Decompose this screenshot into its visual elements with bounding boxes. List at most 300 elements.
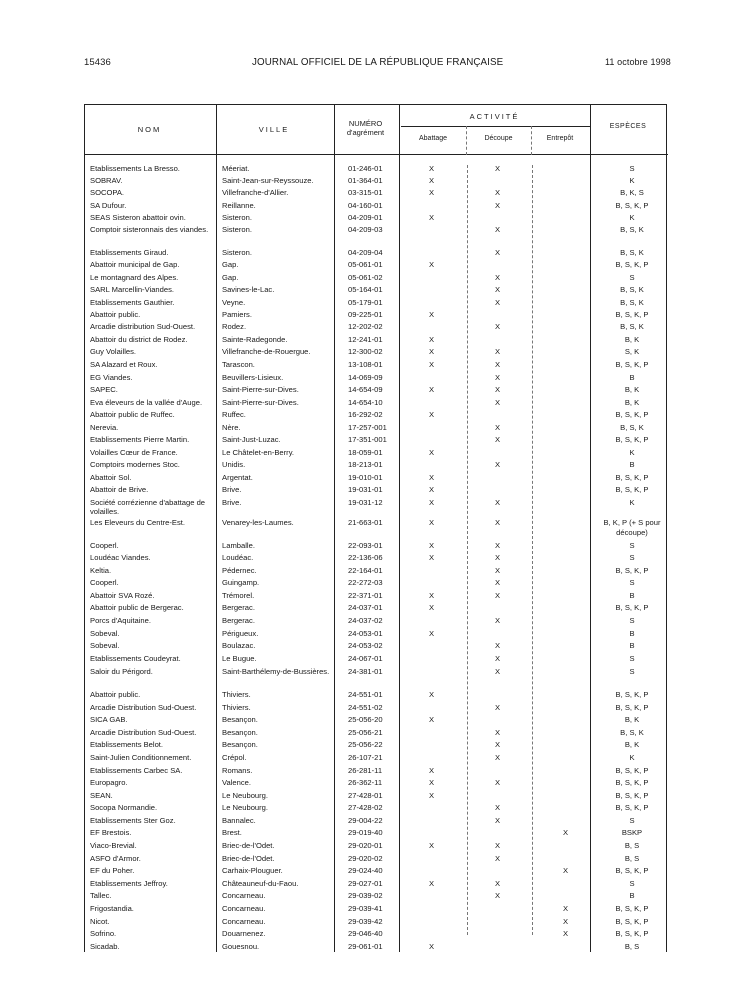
establishment-name: Europagro. bbox=[90, 778, 128, 787]
approval-number: 26-362-11 bbox=[348, 778, 383, 787]
city: Besançon. bbox=[222, 715, 258, 724]
city: Rodez. bbox=[222, 322, 247, 331]
entrepot-mark: X bbox=[563, 917, 569, 926]
abattage-mark: X bbox=[429, 778, 435, 787]
header-abattage: Abattage bbox=[418, 135, 448, 142]
approval-number: 19-031-01 bbox=[348, 485, 383, 494]
establishment-name: Etablissements Pierre Martin. bbox=[90, 435, 190, 444]
species: S bbox=[629, 816, 635, 825]
header-activite: ACTIVITÉ bbox=[469, 112, 520, 121]
decoupe-mark: X bbox=[495, 566, 501, 575]
decoupe-mark: X bbox=[495, 273, 501, 282]
approval-number: 27-428-01 bbox=[348, 791, 383, 800]
approval-number: 14-069-09 bbox=[348, 373, 383, 382]
table-row bbox=[0, 188, 731, 201]
abattage-mark: X bbox=[429, 715, 435, 724]
city: Concarneau. bbox=[222, 917, 266, 926]
species: B bbox=[629, 641, 635, 650]
header-numero-line1: NUMÉRO bbox=[348, 119, 383, 128]
approval-number: 29-027-01 bbox=[348, 879, 383, 888]
decoupe-mark: X bbox=[495, 578, 501, 587]
species: B, S, K bbox=[620, 248, 644, 257]
approval-number: 29-046-40 bbox=[348, 929, 383, 938]
establishment-name: Société corrézienne d'abattage de volailles. bbox=[90, 498, 206, 516]
establishment-name: Saloir du Périgord. bbox=[90, 667, 153, 676]
establishment-name: SOBRAV. bbox=[90, 176, 123, 185]
city: Valence. bbox=[222, 778, 251, 787]
establishment-name: Eva éleveurs de la vallée d'Auge. bbox=[90, 398, 203, 407]
header-numero-line2: d'agrément bbox=[346, 127, 385, 137]
approval-number: 18-213-01 bbox=[348, 460, 383, 469]
decoupe-mark: X bbox=[495, 816, 501, 825]
publication-date: 11 octobre 1998 bbox=[605, 57, 671, 67]
abattage-mark: X bbox=[429, 791, 435, 800]
approval-number: 29-019-40 bbox=[348, 828, 383, 837]
establishment-name: Cooperl. bbox=[90, 578, 119, 587]
city: Le Neubourg. bbox=[222, 791, 269, 800]
species: B, S, K bbox=[620, 423, 644, 432]
table-row bbox=[0, 803, 731, 816]
decoupe-mark: X bbox=[495, 164, 501, 173]
approval-number: 22-093-01 bbox=[348, 541, 383, 550]
city: Sainte-Radegonde. bbox=[222, 335, 288, 344]
establishment-name: Abattoir municipal de Gap. bbox=[90, 260, 180, 269]
abattage-mark: X bbox=[429, 541, 435, 550]
approval-number: 14-654-09 bbox=[348, 385, 383, 394]
establishment-name: Comptoir sisteronnais des viandes. bbox=[90, 225, 209, 234]
species: B, S bbox=[624, 841, 640, 850]
establishment-name: Sofrino. bbox=[90, 929, 117, 938]
decoupe-mark: X bbox=[495, 703, 501, 712]
establishment-name: Viaco-Brevial. bbox=[90, 841, 137, 850]
city: Villefranche-de-Rouergue. bbox=[222, 347, 311, 356]
city: Crépol. bbox=[222, 753, 247, 762]
approval-number: 26-281-11 bbox=[348, 766, 383, 775]
city: Carhaix-Plouguer. bbox=[222, 866, 283, 875]
decoupe-mark: X bbox=[495, 188, 501, 197]
table-row bbox=[0, 347, 731, 360]
abattage-mark: X bbox=[429, 766, 435, 775]
approval-number: 01-246-01 bbox=[348, 164, 383, 173]
approval-number: 22-272-03 bbox=[348, 578, 383, 587]
species: B, S, K bbox=[620, 225, 644, 234]
decoupe-mark: X bbox=[495, 435, 501, 444]
table-row bbox=[0, 410, 731, 423]
table-row bbox=[0, 285, 731, 298]
species: B, S, K, P bbox=[615, 904, 649, 913]
table-row bbox=[0, 654, 731, 667]
decoupe-mark: X bbox=[495, 518, 501, 527]
table-row bbox=[0, 904, 731, 917]
species: S bbox=[629, 164, 635, 173]
abattage-mark: X bbox=[429, 629, 435, 638]
city: Sisteron. bbox=[222, 248, 252, 257]
city: Loudéac. bbox=[222, 553, 254, 562]
abattage-mark: X bbox=[429, 188, 435, 197]
table-row bbox=[0, 740, 731, 753]
establishment-name: Guy Volailles. bbox=[90, 347, 137, 356]
species: S bbox=[629, 654, 635, 663]
establishment-name: Nicot. bbox=[90, 917, 110, 926]
establishment-name: Etablissements Belot. bbox=[90, 740, 164, 749]
establishment-name: EF du Poher. bbox=[90, 866, 135, 875]
establishment-name: Loudéac Viandes. bbox=[90, 553, 151, 562]
approval-number: 29-039-41 bbox=[348, 904, 383, 913]
species: B, S, K, P bbox=[615, 766, 649, 775]
entrepot-mark: X bbox=[563, 904, 569, 913]
city: Le Neubourg. bbox=[222, 803, 269, 812]
approval-number: 29-020-02 bbox=[348, 854, 383, 863]
decoupe-mark: X bbox=[495, 360, 501, 369]
decoupe-mark: X bbox=[495, 285, 501, 294]
establishment-name: SEAS Sisteron abattoir ovin. bbox=[90, 213, 186, 222]
establishment-name: Porcs d'Aquitaine. bbox=[90, 616, 151, 625]
decoupe-mark: X bbox=[495, 803, 501, 812]
establishment-name: Abattoir public. bbox=[90, 310, 141, 319]
decoupe-mark: X bbox=[495, 616, 501, 625]
approval-number: 04-160-01 bbox=[348, 201, 383, 210]
city: Savines-le-Lac. bbox=[222, 285, 275, 294]
decoupe-mark: X bbox=[495, 641, 501, 650]
table-row bbox=[0, 578, 731, 591]
city: Pédernec. bbox=[222, 566, 257, 575]
approval-number: 05-179-01 bbox=[348, 298, 383, 307]
approval-number: 16-292-02 bbox=[348, 410, 383, 419]
table-row bbox=[0, 841, 731, 854]
header-decoupe: Découpe bbox=[484, 135, 513, 142]
approval-number: 29-024-40 bbox=[348, 866, 383, 875]
establishment-name: Sobeval. bbox=[90, 629, 120, 638]
decoupe-mark: X bbox=[495, 373, 501, 382]
header-entrepot: Entrepôt bbox=[546, 135, 574, 142]
city: Villefranche-d'Allier. bbox=[222, 188, 289, 197]
page-number: 15436 bbox=[84, 57, 111, 68]
establishment-name: Etablissements Carbec SA. bbox=[90, 766, 183, 775]
establishment-name: Sobeval. bbox=[90, 641, 120, 650]
species: K bbox=[629, 213, 635, 222]
species: S bbox=[629, 541, 635, 550]
approval-number: 24-381-01 bbox=[348, 667, 383, 676]
establishment-name: EG Viandes. bbox=[90, 373, 133, 382]
city: Ruffec. bbox=[222, 410, 246, 419]
species: B, S, K, P bbox=[615, 473, 649, 482]
entrepot-mark: X bbox=[563, 828, 569, 837]
decoupe-mark: X bbox=[495, 553, 501, 562]
city: Concarneau. bbox=[222, 891, 266, 900]
table-row bbox=[0, 498, 731, 516]
species: B, S, K, P bbox=[615, 778, 649, 787]
species: S bbox=[629, 553, 635, 562]
establishment-name: SOCOPA. bbox=[90, 188, 125, 197]
approval-number: 04-209-03 bbox=[348, 225, 383, 234]
abattage-mark: X bbox=[429, 347, 435, 356]
decoupe-mark: X bbox=[495, 728, 501, 737]
table-row bbox=[0, 460, 731, 473]
species: B, S, K bbox=[620, 322, 644, 331]
species: S bbox=[629, 667, 635, 676]
city: Concarneau. bbox=[222, 904, 266, 913]
city: Briec-de-l'Odet. bbox=[222, 841, 275, 850]
abattage-mark: X bbox=[429, 448, 435, 457]
species: K bbox=[629, 753, 635, 762]
species: B, S, K, P bbox=[615, 690, 649, 699]
species: B, K bbox=[624, 385, 640, 394]
city: Guingamp. bbox=[222, 578, 260, 587]
approval-number: 24-053-01 bbox=[348, 629, 383, 638]
approval-number: 05-061-02 bbox=[348, 273, 383, 282]
approval-number: 09-225-01 bbox=[348, 310, 383, 319]
header-ville: VILLE bbox=[258, 125, 290, 134]
approval-number: 22-136-06 bbox=[348, 553, 383, 562]
city: Besançon. bbox=[222, 728, 258, 737]
species: B, S bbox=[624, 942, 640, 951]
establishment-name: Comptoirs modernes Stoc. bbox=[90, 460, 180, 469]
approval-number: 04-209-01 bbox=[348, 213, 383, 222]
establishment-name: Saint-Julien Conditionnement. bbox=[90, 753, 192, 762]
establishment-name: Etablissements La Bresso. bbox=[90, 164, 180, 173]
decoupe-mark: X bbox=[495, 753, 501, 762]
city: Thiviers. bbox=[222, 690, 251, 699]
species: S bbox=[629, 616, 635, 625]
establishment-name: Les Eleveurs du Centre-Est. bbox=[90, 518, 185, 527]
abattage-mark: X bbox=[429, 498, 435, 507]
species: B bbox=[629, 629, 635, 638]
establishment-name: Arcadie distribution Sud-Ouest. bbox=[90, 322, 196, 331]
abattage-mark: X bbox=[429, 360, 435, 369]
city: Saint-Pierre-sur-Dives. bbox=[222, 398, 299, 407]
species: B, K bbox=[624, 740, 640, 749]
decoupe-mark: X bbox=[495, 322, 501, 331]
decoupe-mark: X bbox=[495, 347, 501, 356]
decoupe-mark: X bbox=[495, 667, 501, 676]
establishment-name: SICA GAB. bbox=[90, 715, 128, 724]
city: Gap. bbox=[222, 273, 239, 282]
decoupe-mark: X bbox=[495, 854, 501, 863]
approval-number: 04-209-04 bbox=[348, 248, 383, 257]
approval-number: 17-257-001 bbox=[348, 423, 387, 432]
city: Brive. bbox=[222, 498, 242, 507]
approval-number: 26-107-21 bbox=[348, 753, 383, 762]
city: Unidis. bbox=[222, 460, 246, 469]
table-row bbox=[0, 866, 731, 879]
table-row bbox=[0, 260, 731, 273]
entrepot-mark: X bbox=[563, 929, 569, 938]
abattage-mark: X bbox=[429, 335, 435, 344]
table-row bbox=[0, 641, 731, 654]
city: Romans. bbox=[222, 766, 253, 775]
approval-number: 29-020-01 bbox=[348, 841, 383, 850]
decoupe-mark: X bbox=[495, 841, 501, 850]
city: Châteauneuf-du-Faou. bbox=[222, 879, 299, 888]
species: B, S, K, P bbox=[615, 485, 649, 494]
approval-number: 24-551-01 bbox=[348, 690, 383, 699]
approval-number: 25-056-22 bbox=[348, 740, 383, 749]
table-row bbox=[0, 322, 731, 335]
abattage-mark: X bbox=[429, 176, 435, 185]
establishment-name: Abattoir du district de Rodez. bbox=[90, 335, 188, 344]
establishment-name: Tallec. bbox=[90, 891, 112, 900]
approval-number: 24-037-01 bbox=[348, 603, 383, 612]
approval-number: 22-164-01 bbox=[348, 566, 383, 575]
establishment-name: Frigostandia. bbox=[90, 904, 134, 913]
city: Saint-Pierre-sur-Dives. bbox=[222, 385, 299, 394]
city: Gouesnou. bbox=[222, 942, 260, 951]
establishment-name: Etablissements Ster Goz. bbox=[90, 816, 176, 825]
species: B bbox=[629, 891, 635, 900]
approval-number: 03-315-01 bbox=[348, 188, 383, 197]
decoupe-mark: X bbox=[495, 460, 501, 469]
species: B, S, K, P bbox=[615, 310, 649, 319]
establishment-name: Etablissements Giraud. bbox=[90, 248, 169, 257]
approval-number: 01-364-01 bbox=[348, 176, 383, 185]
city: Bergerac. bbox=[222, 603, 255, 612]
establishment-name: SA Dufour. bbox=[90, 201, 127, 210]
city: Thiviers. bbox=[222, 703, 251, 712]
table-row bbox=[0, 828, 731, 841]
approval-number: 12-202-02 bbox=[348, 322, 383, 331]
species: S bbox=[629, 578, 635, 587]
approval-number: 29-061-01 bbox=[348, 942, 383, 951]
decoupe-mark: X bbox=[495, 740, 501, 749]
establishment-name: SA Alazard et Roux. bbox=[90, 360, 158, 369]
city: Bannalec. bbox=[222, 816, 256, 825]
establishment-name: SAPEC. bbox=[90, 385, 118, 394]
entrepot-mark: X bbox=[563, 866, 569, 875]
establishment-name: SARL Marcellin-Viandes. bbox=[90, 285, 174, 294]
approval-number: 12-241-01 bbox=[348, 335, 383, 344]
species: S, K bbox=[624, 347, 640, 356]
abattage-mark: X bbox=[429, 879, 435, 888]
establishment-name: Abattoir Sol. bbox=[90, 473, 132, 482]
approval-number: 25-056-20 bbox=[348, 715, 383, 724]
approval-number: 18-059-01 bbox=[348, 448, 383, 457]
approval-number: 24-053-02 bbox=[348, 641, 383, 650]
species: K bbox=[629, 448, 635, 457]
establishment-name: Socopa Normandie. bbox=[90, 803, 158, 812]
city: Bergerac. bbox=[222, 616, 255, 625]
establishment-name: Volailles Cœur de France. bbox=[90, 448, 178, 457]
abattage-mark: X bbox=[429, 690, 435, 699]
table-row bbox=[0, 929, 731, 942]
species: B, S, K, P bbox=[615, 435, 649, 444]
city: Le Châtelet-en-Berry. bbox=[222, 448, 295, 457]
approval-number: 22-371-01 bbox=[348, 591, 383, 600]
table-row bbox=[0, 715, 731, 728]
abattage-mark: X bbox=[429, 485, 435, 494]
city: Douarnenez. bbox=[222, 929, 266, 938]
city: Brest. bbox=[222, 828, 242, 837]
establishment-name: Cooperl. bbox=[90, 541, 119, 550]
table-row bbox=[0, 485, 731, 498]
abattage-mark: X bbox=[429, 518, 435, 527]
species: S bbox=[629, 879, 635, 888]
city: Reillanne. bbox=[222, 201, 256, 210]
table-row bbox=[0, 435, 731, 448]
species: B, S, K, P bbox=[615, 260, 649, 269]
city: Nère. bbox=[222, 423, 241, 432]
establishment-name: Abattoir public de Ruffec. bbox=[90, 410, 175, 419]
establishment-name: Abattoir public. bbox=[90, 690, 141, 699]
city: Périgueux. bbox=[222, 629, 259, 638]
table-row bbox=[0, 360, 731, 373]
decoupe-mark: X bbox=[495, 498, 501, 507]
abattage-mark: X bbox=[429, 310, 435, 319]
species: B, S, K, P bbox=[615, 566, 649, 575]
decoupe-mark: X bbox=[495, 778, 501, 787]
species: B, K bbox=[624, 335, 640, 344]
establishment-name: Etablissements Gauthier. bbox=[90, 298, 175, 307]
species: S bbox=[629, 273, 635, 282]
city: Gap. bbox=[222, 260, 239, 269]
decoupe-mark: X bbox=[495, 423, 501, 432]
approval-number: 19-031-12 bbox=[348, 498, 383, 507]
species: B, S, K bbox=[620, 285, 644, 294]
species: B, S, K, P bbox=[615, 410, 649, 419]
approval-number: 25-056-21 bbox=[348, 728, 383, 737]
species: K bbox=[629, 498, 635, 507]
abattage-mark: X bbox=[429, 260, 435, 269]
abattage-mark: X bbox=[429, 553, 435, 562]
establishment-name: Etablissements Jeffroy. bbox=[90, 879, 168, 888]
decoupe-mark: X bbox=[495, 891, 501, 900]
city: Pamiers. bbox=[222, 310, 252, 319]
establishment-name: Etablissements Coudeyrat. bbox=[90, 654, 181, 663]
approval-number: 29-039-02 bbox=[348, 891, 383, 900]
approval-number: 05-061-01 bbox=[348, 260, 383, 269]
species: B, K, P (+ S pour découpe) bbox=[603, 518, 661, 537]
species: B, S, K, P bbox=[615, 603, 649, 612]
table-row bbox=[0, 518, 731, 537]
species: B, S, K bbox=[620, 728, 644, 737]
abattage-mark: X bbox=[429, 213, 435, 222]
city: Le Bugue. bbox=[222, 654, 257, 663]
decoupe-mark: X bbox=[495, 201, 501, 210]
establishment-name: SEAN. bbox=[90, 791, 113, 800]
approval-number: 19-010-01 bbox=[348, 473, 383, 482]
city: Brive. bbox=[222, 485, 242, 494]
decoupe-mark: X bbox=[495, 385, 501, 394]
species: BSKP bbox=[621, 828, 643, 837]
abattage-mark: X bbox=[429, 841, 435, 850]
table-row bbox=[0, 891, 731, 904]
table-row bbox=[0, 667, 731, 680]
city: Beuvillers-Lisieux. bbox=[222, 373, 284, 382]
establishment-name: Abattoir public de Bergerac. bbox=[90, 603, 184, 612]
city: Briec-de-l'Odet. bbox=[222, 854, 275, 863]
abattage-mark: X bbox=[429, 603, 435, 612]
establishment-name: ASFO d'Armor. bbox=[90, 854, 141, 863]
species: B, S, K, P bbox=[615, 917, 649, 926]
approval-number: 05-164-01 bbox=[348, 285, 383, 294]
approval-number: 12-300-02 bbox=[348, 347, 383, 356]
city: Tarascon. bbox=[222, 360, 255, 369]
approval-number: 27-428-02 bbox=[348, 803, 383, 812]
approval-number: 24-551-02 bbox=[348, 703, 383, 712]
abattage-mark: X bbox=[429, 385, 435, 394]
abattage-mark: X bbox=[429, 410, 435, 419]
city: Veyne. bbox=[222, 298, 246, 307]
city: Saint-Just-Luzac. bbox=[222, 435, 281, 444]
establishment-name: Arcadie Distribution Sud-Ouest. bbox=[90, 703, 197, 712]
decoupe-mark: X bbox=[495, 398, 501, 407]
city: Trémorel. bbox=[222, 591, 255, 600]
abattage-mark: X bbox=[429, 591, 435, 600]
city: Boulazac. bbox=[222, 641, 256, 650]
city: Lamballe. bbox=[222, 541, 255, 550]
table-row bbox=[0, 616, 731, 629]
table-row bbox=[0, 385, 731, 398]
decoupe-mark: X bbox=[495, 879, 501, 888]
